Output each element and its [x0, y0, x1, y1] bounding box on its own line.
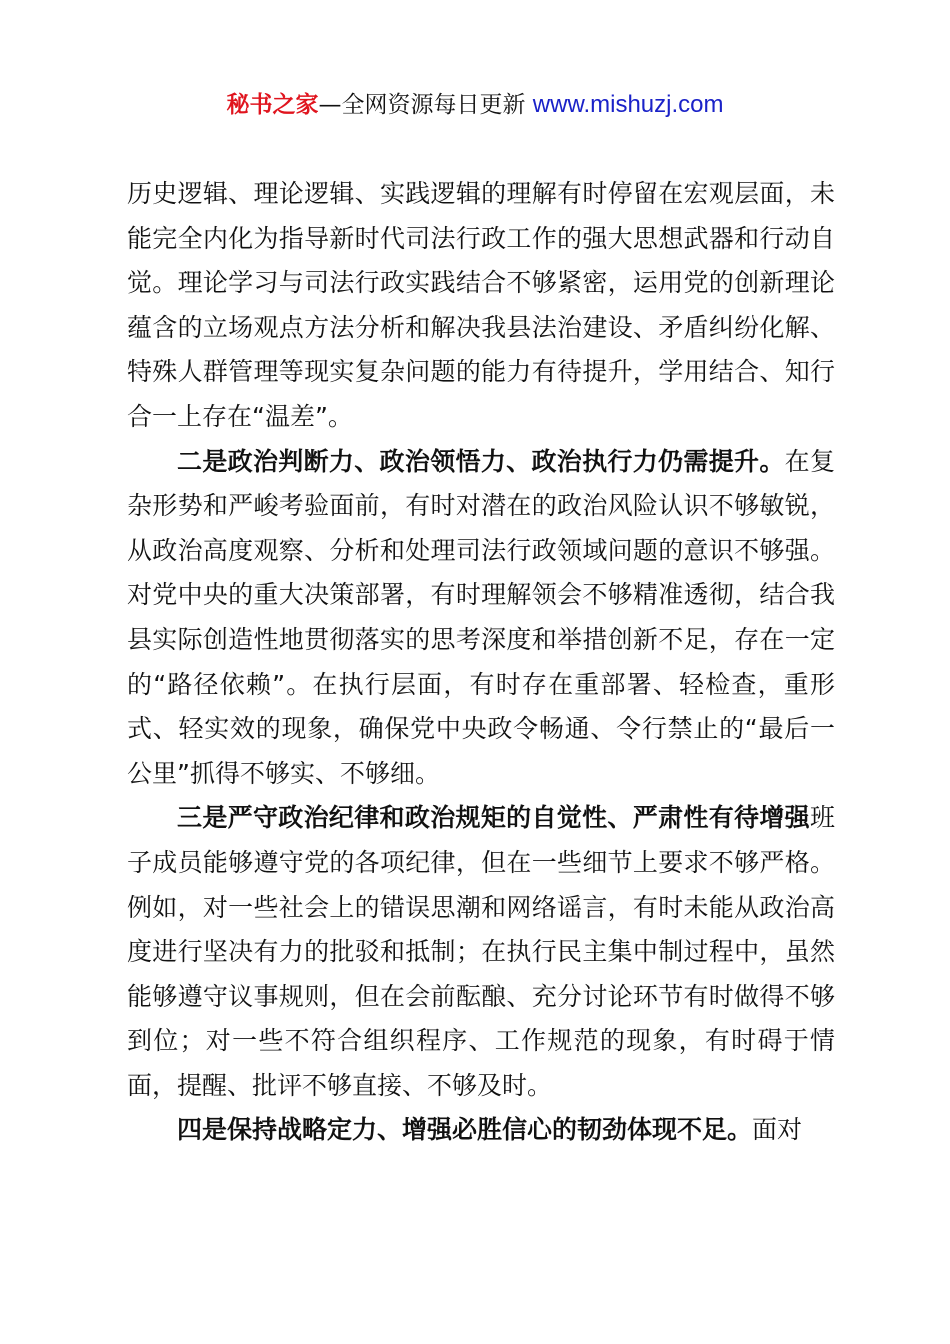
site-url-link[interactable]: www.mishuzj.com	[532, 91, 724, 118]
paragraph-continuation	[127, 172, 835, 440]
document-body	[127, 172, 835, 1153]
paragraph-heading: 四是保持战略定力、增强必胜信心的韧劲体现不足。	[177, 1115, 753, 1145]
paragraph-four	[127, 1108, 835, 1153]
page-header	[0, 88, 950, 122]
paragraph-text: 在复杂形势和严峻考验面前，有时对潜在的政治风险认识不够敏锐，从政治高度观察、分析和处理司法行政领域问题的意识不够强。对党中央的重大决策部署，有时理解领会不够精准透彻，结合我县实际创造性地贯彻落实的思考深度和举措创新不足，存在一定的“路径依赖”。在执行层面，有时存在重部署、轻检查，重形式、轻实效的现象，确保党中央政令畅通、令行禁止的“最后一公里”抓得不够实、不够细。	[127, 446, 835, 788]
paragraph-heading: 二是政治判断力、政治领悟力、政治执行力仍需提升。	[177, 446, 785, 476]
paragraph-text: 班子成员能够遵守党的各项纪律，但在一些细节上要求不够严格。例如，对一些社会上的错误思潮和网络谣言，有时未能从政治高度进行坚决有力的批驳和抵制；在执行民主集中制过程中，虽然能够遵守议事规则，但在会前酝酿、充分讨论环节有时做得不够到位；对一些不符合组织程序、工作规范的现象，有时碍于情面，提醒、批评不够直接、不够及时。	[127, 803, 835, 1100]
paragraph-heading: 三是严守政治纪律和政治规矩的自觉性、严肃性有待增强	[177, 803, 810, 833]
paragraph-two	[127, 440, 835, 797]
paragraph-text: 历史逻辑、理论逻辑、实践逻辑的理解有时停留在宏观层面，未能完全内化为指导新时代司法行政工作的强大思想武器和行动自觉。理论学习与司法行政实践结合不够紧密，运用党的创新理论蕴含的立场观点方法分析和解决我县法治建设、矛盾纠纷化解、特殊人群管理等现实复杂问题的能力有待提升，学用结合、知行合一上存在“温差”。	[127, 179, 835, 431]
paragraph-text: 面对	[752, 1115, 803, 1145]
brand-name: 秘书之家	[226, 92, 319, 118]
header-tagline: —全网资源每日更新	[318, 92, 526, 118]
paragraph-three	[127, 796, 835, 1108]
